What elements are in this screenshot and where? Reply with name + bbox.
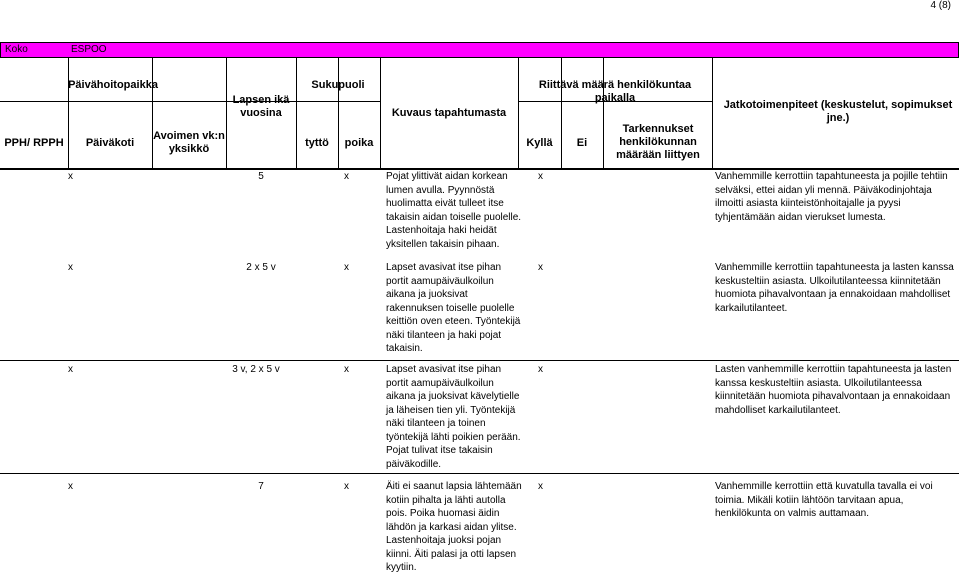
ei-heading: Ei xyxy=(576,137,588,149)
pph-heading: PPH/ RPPH xyxy=(4,137,64,149)
avoimen-heading: Avoimen vk:n yksikkö xyxy=(153,130,225,155)
pph-value: x xyxy=(68,171,73,182)
paivakoti-heading: Päiväkoti xyxy=(85,137,135,149)
kuvaus-text: Lapset avasivat itse pihan portit aamupäiväulkoilun aikana ja juoksivat kävelytielle ja läheisen tien yli. Työntekijä näki tilanteen ja toinen työntekijä lähti poikien perään. Pojat tulivat itse takaisin päiväkodille. xyxy=(386,364,521,470)
kylla-value: x xyxy=(538,171,543,182)
poika-value: x xyxy=(344,364,349,375)
pph-value: x xyxy=(68,481,73,492)
header-bar xyxy=(0,42,959,58)
poika-heading: poika xyxy=(344,137,374,149)
tytto-heading: tyttö xyxy=(305,137,329,149)
ika-value: 5 xyxy=(258,171,264,182)
jatko-text: Vanhemmille kerrottiin tapahtuneesta ja pojille tehtiin selväksi, ettei aidan yli mennä. Päiväkodinjohtaja ilmoitti asiasta kiinteistönhoitajalle ja pyysi tyhjentämään aidan vierukset lumesta. xyxy=(715,171,948,223)
pph-value: x xyxy=(68,364,73,375)
sukupuoli-heading: Sukupuoli xyxy=(311,79,365,91)
poika-value: x xyxy=(344,262,349,273)
city-label: ESPOO xyxy=(71,44,107,55)
riittava-heading: Riittävä määrä henkilökuntaa paikalla xyxy=(538,79,692,104)
poika-value: x xyxy=(344,481,349,492)
jatko-text: Lasten vanhemmille kerrottiin tapahtuneesta ja lasten kanssa keskusteltiin asiasta. Ulkoilutilanteessa kiinnitetään huomiota pihavalvontaan ja ennakoidaan mahdolliset karkailutilanteet. xyxy=(715,364,952,416)
poika-value: x xyxy=(344,171,349,182)
ika-value: 7 xyxy=(258,481,264,492)
kylla-value: x xyxy=(538,364,543,375)
kuvaus-text: Pojat ylittivät aidan korkean lumen avulla. Pyynnöstä huolimatta eivät tulleet itse takaisin aidan toiselle puolelle. Lastenhoitaja haki heidät yksitellen takaisin pihaan. xyxy=(386,171,522,250)
kuvaus-text: Lapset avasivat itse pihan portit aamupäiväulkoilun aikana ja juoksivat rakennuksen toiselle puolelle keittiön oven eteen. Työntekijä näki tilanteen ja haki pojat takaisin. xyxy=(386,262,521,354)
pph-value: x xyxy=(68,262,73,273)
kylla-value: x xyxy=(538,262,543,273)
koko-label: Koko xyxy=(5,44,28,55)
jatko-heading: Jatkotoimenpiteet (keskustelut, sopimukset jne.) xyxy=(723,99,953,124)
ika-value: 2 x 5 v xyxy=(246,262,276,273)
jatko-text: Vanhemmille kerrottiin tapahtuneesta ja lasten kanssa keskusteltiin asiasta. Ulkoilutilanteessa kiinnitetään huomiota pihavalvontaan ja ennakoidaan mahdolliset karkailutilanteet. xyxy=(715,262,954,314)
paivahoitopaikka-heading: Päivähoitopaikka xyxy=(68,79,158,91)
row-separator xyxy=(0,473,959,474)
kylla-heading: Kyllä xyxy=(526,137,553,149)
kuvaus-text: Äiti ei saanut lapsia lähtemään kotiin pihalta ja lähti autolla pois. Poika huomasi äidin lähdön ja karkasi aidan ylitse. Lastenhoitaja juoksi pojan kiinni. Äiti palasi ja otti lapsen kyytiin. xyxy=(386,481,522,573)
table-header xyxy=(0,57,959,170)
jatko-text: Vanhemmille kerrottiin että kuvatulla tavalla ei voi toimia. Mikäli kotiin lähtöön tarvitaan apua, henkilökunta on valmis auttamaan. xyxy=(715,481,933,519)
row-separator xyxy=(0,360,959,361)
lapsen-ika-heading: Lapsen ikä vuosina xyxy=(232,94,290,119)
tarkennukset-heading: Tarkennukset henkilökunnan määrään liittyen xyxy=(616,123,700,161)
ika-value: 3 v, 2 x 5 v xyxy=(232,364,280,375)
kylla-value: x xyxy=(538,481,543,492)
page-number: 4 (8) xyxy=(930,0,951,11)
kuvaus-heading: Kuvaus tapahtumasta xyxy=(391,107,507,119)
